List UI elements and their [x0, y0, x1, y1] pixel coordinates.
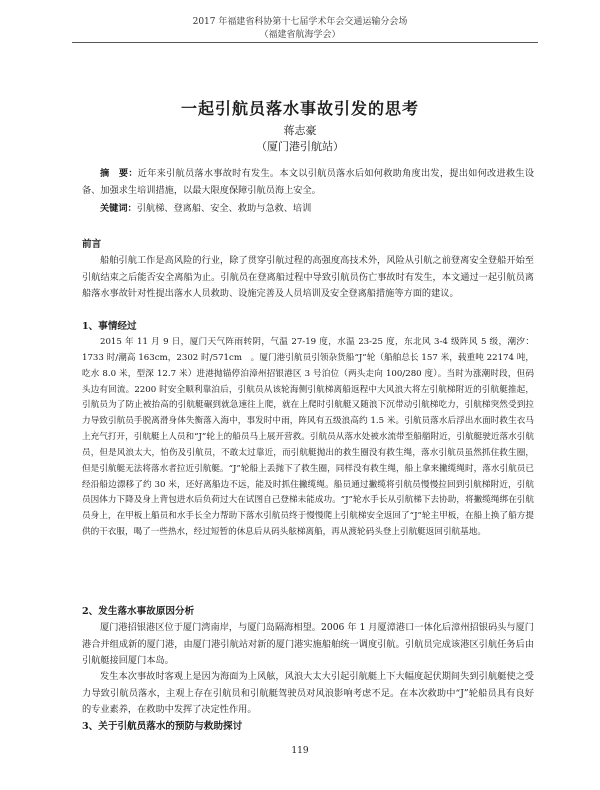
- section-2-paragraph-1: 厦门港招银港区位于厦门湾南岸，与厦门岛隔海相望。2006 年 1 月厦漳港口一体化后漳州招银码头与厦门港合并组成新的厦门港，由厦门港引航站对新的厦门港实施船舶统一调度引航。引航员完成该港区引航任务后由引航艇接回厦门本岛。: [82, 622, 534, 666]
- abstract-label: 摘 要：: [100, 168, 138, 179]
- paper-title: 一起引航员落水事故引发的思考: [180, 99, 419, 118]
- abstract-text: 近年来引航员落水事故时有发生。本文以引航员落水后如何救助角度出发，提出如何改进救生设备、加强求生培训措施，以最大限度保障引航员海上安全。: [82, 168, 535, 196]
- running-header-line1: 2017 年福建省科协第十七届学术年会交通运输分会场: [192, 17, 408, 27]
- section-heading-3: 3、关于引航员落水的预防与救助探讨: [82, 721, 243, 732]
- section-2-paragraph-2: 发生本次事故时客观上是因为海面为上风舷，风浪大太大引起引航艇上下大幅度起伏期间失到引航艇使之受力导致引航员落水，主观上存在引航员和引航艇驾驶员对风浪影响考虑不足。在本次救助中“J”轮船员具有良好的专业素养，在救助中发挥了决定性作用。: [82, 671, 534, 715]
- page-number: 119: [291, 746, 309, 756]
- author-name: 蒋志豪: [283, 124, 317, 137]
- section-1-paragraph: 2015 年 11 月 9 日，厦门天气阵雨转阴，气温 27-19 度，水温 23-25 度，东北风 3-4 级阵风 5 级，潮汐：1733 时/潮高 163cm，2302 时/571cm 。厦门港引航员引领杂货船“J”轮（船舶总长 157 米，载重吨 22174 吨，吃水 8.0 米，型深 12.7 米）进港抛锚停泊漳州招银港区 3 号泊位（两头走向 100/280 度）。当时为涨潮时段，但码头边有回流。2200 时安全顺利靠泊后，引航员从该轮海侧引航梯离船返程中大风浪大将左引航梯附近的引航艇推起，引航员为了防止被抬高的引航艇碾到就急速往上爬，就在上爬时引航艇又随浪下沉带动引航梯吃力，引航梯突然受到拉力导致引航员手脱离滑身体失衡落入海中，事发时中雨，阵风有五级浪高约 1.5 米。引航员落水后浮出水面时救生衣马上充气打开，引航艇上人员和“J”轮上的船员马上展开营救。引航员从落水处被水流带至船艏附近，引航艇驶近落水引航员，但是风浪太大，怕伤及引航员，不敢太过靠近，而引航艇抛出的救生圈没有救生绳，落水引航员虽然抓住救生圈，但是引航艇无法将落水者拉近引航艇。“J”轮船上丢抛下了救生圈，同样没有救生绳，船上拿来撇缆绳时，落水引航员已经沿船边漂移了约 30 米，还好离船边不远，能及时抓住撇缆绳。船员通过撇缆将引航员慢慢拉回到引航梯附近，引航员因体力下降及身上背包进水后负荷过大在试图自己登梯未能成功。“J”轮水手长从引航梯下去协助，将撇缆绳绑在引航员身上，在甲板上船员和水手长全力帮助下落水引航员终于慢慢爬上引航梯安全返回了“J”轮主甲板，在船上换了船方提供的干衣服，喝了一些热水，经过短暂的休息后从码头舷梯离船，再从渡轮码头登上引航艇返回引航基地。: [82, 337, 534, 538]
- keywords-label: 关键词：: [100, 203, 137, 214]
- section-heading-2: 2、发生落水事故原因分析: [82, 606, 195, 617]
- abstract: [82, 166, 534, 199]
- author-affiliation: （厦门港引航站）: [256, 140, 344, 153]
- section-heading-1: 1、事情经过: [82, 321, 137, 332]
- preface-paragraph: 船舶引航工作是高风险的行业，除了贯穿引航过程的高强度高技术外，风险从引航之前登离安全登船开始至引航结束之后能否安全离船为止。引航员在登离船过程中导致引航员伤亡事故时有发生，本文通过一起引航员离船落水事故针对性提出落水人员救助、设施完善及人员培训及安全登离船措施等方面的建议。: [82, 255, 534, 299]
- keywords: [82, 201, 534, 218]
- keywords-text: 引航梯、登离船、安全、救助与急救、培训: [136, 203, 312, 214]
- running-header-line2: （福建省航海学会）: [259, 30, 341, 40]
- section-heading-preface: 前言: [82, 239, 102, 250]
- header-divider: [72, 42, 538, 43]
